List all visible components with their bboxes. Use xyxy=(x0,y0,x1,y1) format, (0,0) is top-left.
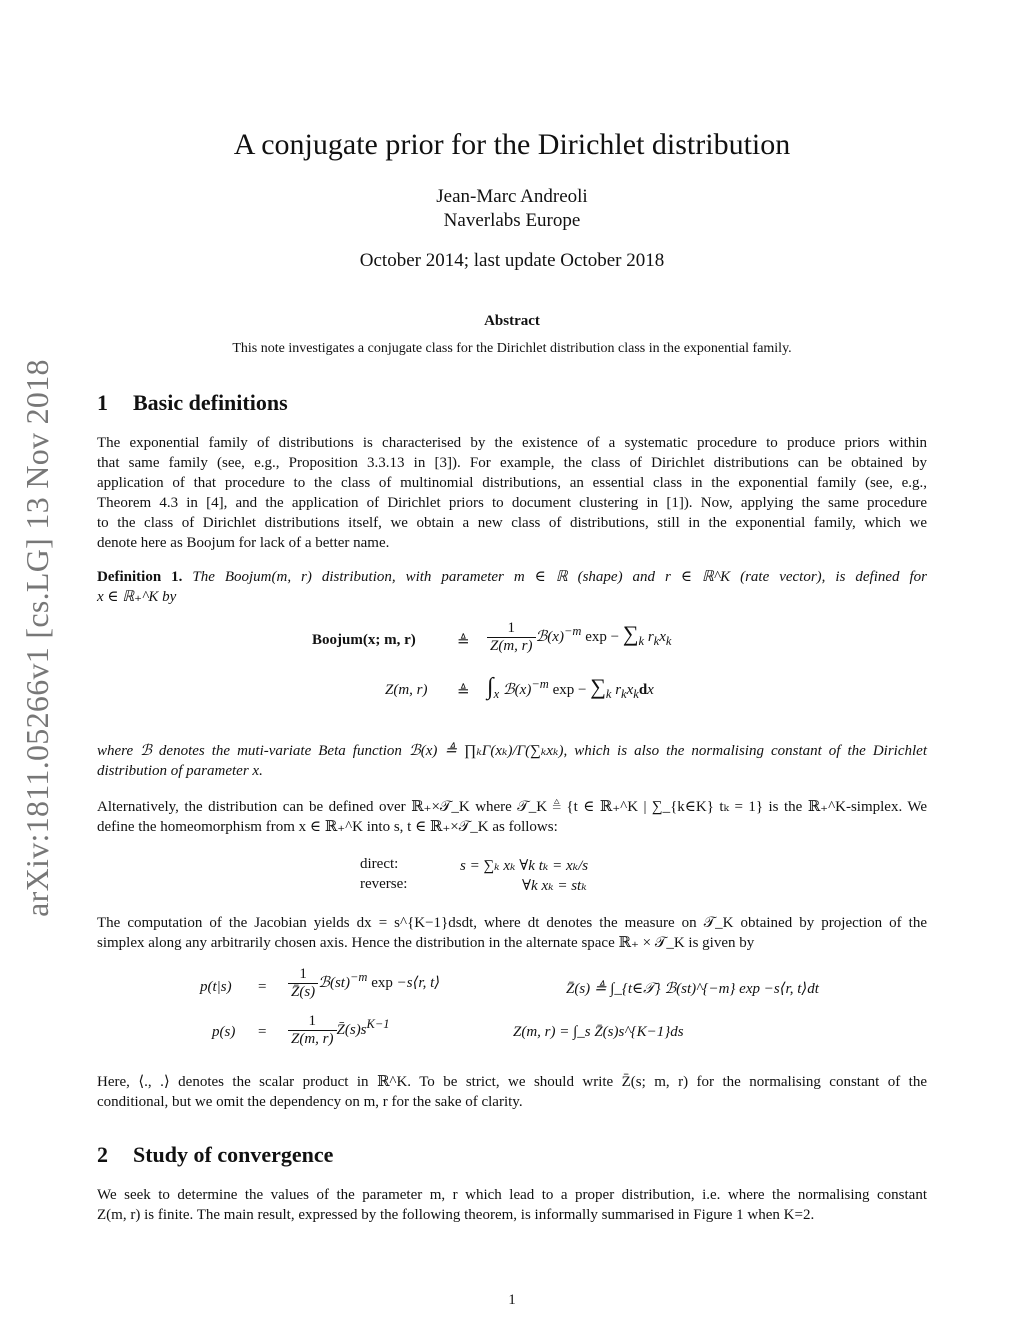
equation-z-rhs: $\int_x$ $ℬ(x)^{-m}$ $\exp - \sum_k$ $r_kx_kdx$ xyxy=(487,674,654,701)
paper-date: October 2014; last update October 2018 xyxy=(359,250,665,271)
text-line: Here, ⟨., .⟩ denotes the scalar product in ℝ^K. To be strict, we should write Z̄(s; m, r) for the normalising constant of the xyxy=(97,1074,927,1090)
text-line: Theorem 4.3 in [4], and the application of Dirichlet priors to document clustering in [1]). Now, applying the same procedure xyxy=(97,495,927,511)
equation-equals: = xyxy=(258,979,267,995)
text-line: conditional, but we omit the dependency on m, r for the sake of clarity. xyxy=(97,1094,523,1110)
definition-1 xyxy=(97,567,927,607)
section-2-heading xyxy=(97,1142,333,1168)
section-title: Basic definitions xyxy=(133,390,288,415)
text-line: simplex along any arbitrarily chosen axis. Hence the distribution in the alternate space ℝ₊ × 𝒯_K is given by xyxy=(97,935,755,951)
text-line: define the homeomorphism from x ∈ ℝ₊^K into s, t ∈ ℝ₊×𝒯_K as follows: xyxy=(97,819,558,835)
equation-p-ts-rhs: $\frac{1}{Z̄(s)}$ ℬ(st)$^{-m}$ exp −s⟨r, t⟩ xyxy=(288,966,440,1001)
equation-p-ts-lhs: p(t|s) xyxy=(200,979,232,995)
paper-title: A conjugate prior for the Dirichlet distribution xyxy=(233,128,791,161)
equation-zbar: Z̄(s) ≜ ∫_{t∈𝒯} ℬ(st)^{−m} exp −s⟨r, t⟩dt xyxy=(566,981,819,997)
section-title: Study of convergence xyxy=(133,1142,334,1167)
equation-p-s-rhs: $\frac{1}{Z(m, r)}$ $Z̄(s)s^{K-1}$ xyxy=(288,1013,390,1048)
text-line: where ℬ denotes the muti-variate Beta function ℬ(x) ≜ ∏ₖΓ(xₖ)/Γ(∑ₖxₖ), which is also the normalising constant of the Dirichlet xyxy=(97,743,927,759)
section-2-paragraph xyxy=(97,1185,927,1225)
direct-label: direct: xyxy=(360,856,399,872)
equation-zmr: Z(m, r) = ∫_s Z̄(s)s^{K−1}ds xyxy=(513,1024,684,1040)
abstract-text: This note investigates a conjugate class for the Dirichlet distribution class in the exponential family. xyxy=(232,341,792,356)
text-line: The computation of the Jacobian yields dx = s^{K−1}dsdt, where dt denotes the measure on 𝒯_K obtained by projection of the xyxy=(97,915,927,931)
text-line: distribution of parameter x. xyxy=(97,763,263,779)
scalar-product-paragraph xyxy=(97,1072,927,1112)
equation-boojum-rhs: $\frac{1}{Z(m, r)}$ $ℬ(x)^{-m}$ $\exp - \sum_k$ $r_kx_k$ xyxy=(487,620,671,655)
reverse-equation: ∀k xₖ = stₖ xyxy=(522,878,587,894)
section-number: 1 xyxy=(97,390,108,415)
equation-defeq-2: ≜ xyxy=(457,684,470,700)
beta-function-definition xyxy=(97,741,927,781)
text-line: We seek to determine the values of the parameter m, r which lead to a proper distribution, i.e. where the normalising constant xyxy=(97,1187,927,1203)
institution: Naverlabs Europe xyxy=(443,210,581,231)
text-line: application of that procedure to the class of multinomial distributions, an essential class in the exponential family (see, e.g., xyxy=(97,475,927,491)
text-line: The exponential family of distributions is characterised by the existence of a systematic procedure to produce priors within xyxy=(97,435,927,451)
alternative-definition xyxy=(97,797,927,837)
text-line: to the class of Dirichlet distributions itself, we obtain a new class of distributions, still in the exponential family, which we xyxy=(97,515,927,531)
abstract-heading: Abstract xyxy=(484,313,540,329)
text-line: Z(m, r) is finite. The main result, expressed by the following theorem, is informally summarised in Figure 1 when K=2. xyxy=(97,1207,815,1223)
equation-boojum-lhs: Boojum(x; m, r) xyxy=(312,632,416,648)
equation-p-s-lhs: p(s) xyxy=(212,1024,236,1040)
direct-equation: s = ∑ₖ xₖ ∀k tₖ = xₖ/s xyxy=(460,858,589,874)
definition-text: The Boojum(m, r) distribution, with parameter m ∈ ℝ (shape) and r ∈ ℝ^K (rate vector), is defined for xyxy=(192,569,928,585)
section-1-paragraph-1 xyxy=(97,433,927,553)
jacobian-paragraph xyxy=(97,913,927,953)
definition-label: Definition 1. xyxy=(97,569,183,585)
reverse-label: reverse: xyxy=(360,876,408,892)
text-line: denote here as Boojum for lack of a better name. xyxy=(97,535,390,551)
text-line: Alternatively, the distribution can be defined over ℝ₊×𝒯_K where 𝒯_K ≜ {t ∈ ℝ₊^K | ∑_{k∈K} tₖ = 1} is the ℝ₊^K-simplex. We xyxy=(97,799,927,815)
arxiv-stamp: arXiv:1811.05266v1 [cs.LG] 13 Nov 2018 xyxy=(19,359,55,917)
equation-z-lhs: Z(m, r) xyxy=(385,682,428,698)
equation-defeq: ≜ xyxy=(457,634,470,650)
section-number: 2 xyxy=(97,1142,108,1167)
author-name: Jean-Marc Andreoli xyxy=(436,186,588,207)
page-number: 1 xyxy=(508,1292,516,1308)
section-1-heading xyxy=(97,390,288,416)
definition-text-2: x ∈ ℝ₊^K by xyxy=(97,589,177,605)
equation-equals-2: = xyxy=(258,1024,267,1040)
text-line: that same family (see, e.g., Proposition 3.3.13 in [3]). For example, the class of Dirichlet distributions can be obtained by xyxy=(97,455,927,471)
